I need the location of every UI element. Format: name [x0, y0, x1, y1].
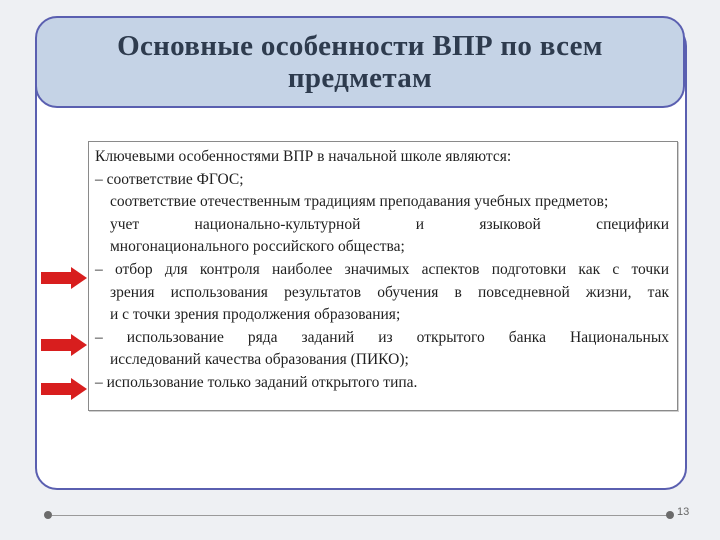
list-item-selection-line1: – отбор для контроля наиболее значимых аспектов подготовки как с точки: [95, 260, 669, 278]
list-item-open-tasks: – использование только заданий открытого типа.: [95, 373, 418, 391]
footer-dot-right: [666, 511, 674, 519]
slide-title: Основные особенности ВПР по всем предметам: [117, 30, 603, 94]
list-item-bank-line1: – использование ряда заданий из открытого банка Национальных: [95, 328, 669, 346]
content-box: [88, 141, 678, 411]
title-bar: [35, 16, 685, 108]
list-item-selection-line2: зрения использования результатов обучения в повседневной жизни, так: [110, 283, 669, 301]
page-number: 13: [677, 506, 690, 518]
list-item-bank-line2: исследований качества образования (ПИКО);: [110, 351, 409, 369]
red-arrow-icon: [41, 267, 87, 289]
list-item-fgos: – соответствие ФГОС;: [95, 170, 244, 188]
footer-dot-left: [44, 511, 52, 519]
intro-text: Ключевыми особенностями ВПР в начальной школе являются:: [95, 148, 512, 165]
footer-divider: [52, 515, 672, 516]
red-arrow-icon: [41, 334, 87, 356]
list-item-national-line1: учет национально-культурной и языковой специфики: [110, 215, 669, 233]
red-arrow-icon: [41, 378, 87, 400]
list-item-selection-line3: и с точки зрения продолжения образования;: [110, 306, 401, 324]
list-item-national-line2: многонационального российского общества;: [110, 238, 405, 256]
list-item-traditions: соответствие отечественным традициям преподавания учебных предметов;: [110, 193, 609, 211]
